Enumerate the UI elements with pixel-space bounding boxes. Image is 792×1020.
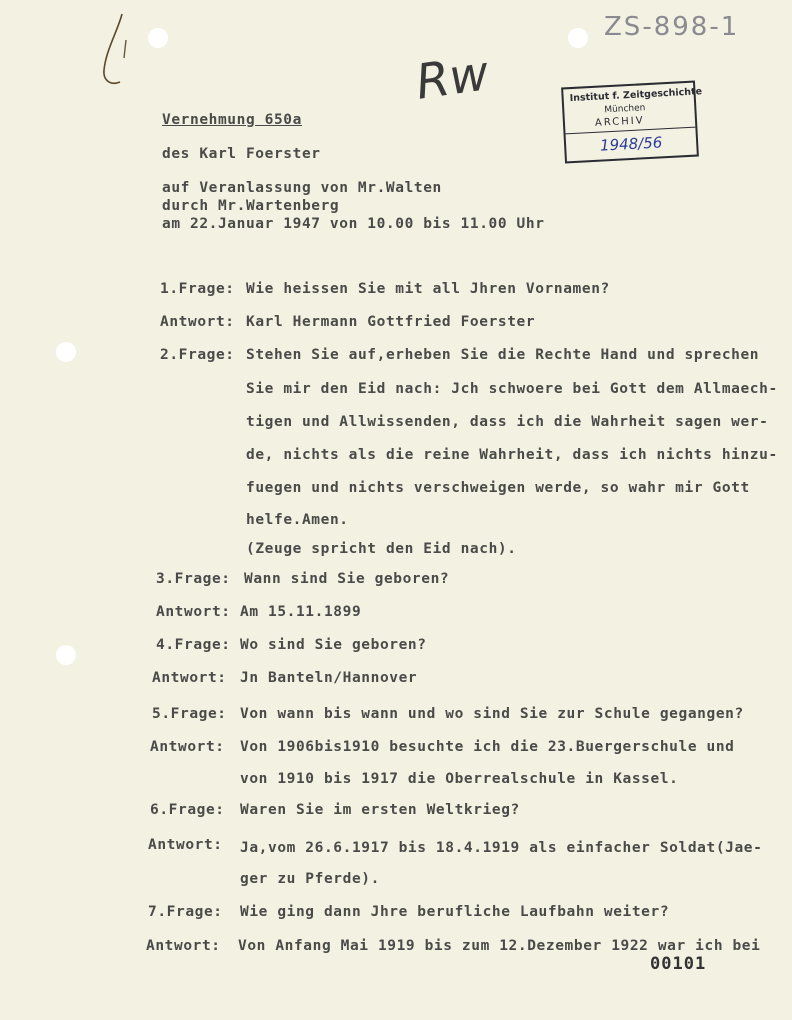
question-text: fuegen und nichts verschweigen werde, so wahr mir Gott <box>246 480 750 496</box>
question-label: 6.Frage: <box>150 802 225 818</box>
question-text: tigen und Allwissenden, dass ich die Wahrheit sagen wer- <box>246 414 769 430</box>
question-text: Von wann bis wann und wo sind Sie zur Schule gegangen? <box>240 706 744 722</box>
stamp-city: München <box>604 103 646 116</box>
answer-text: von 1910 bis 1917 die Oberrealschule in Kassel. <box>240 771 679 787</box>
reference-number: ZS-898-1 <box>604 12 740 42</box>
answer-text: Von Anfang Mai 1919 bis zum 12.Dezember 1922 war ich bei <box>238 938 761 954</box>
page-number: 00101 <box>650 954 707 974</box>
answer-text: Von 1906bis1910 besuchte ich die 23.Buergerschule und <box>240 739 735 755</box>
question-label: 4.Frage: <box>156 637 231 653</box>
answer-text: Ja,vom 26.6.1917 bis 18.4.1919 als einfacher Soldat(Jae- <box>240 840 763 856</box>
stamp-institute: Institut f. Zeitgeschichte <box>569 86 703 105</box>
answer-label: Antwort: <box>156 604 231 620</box>
question-label: 5.Frage: <box>152 706 227 722</box>
question-label: 1.Frage: <box>160 281 235 297</box>
question-text: Wie ging dann Jhre berufliche Laufbahn weiter? <box>240 904 670 920</box>
answer-label: Antwort: <box>152 670 227 686</box>
punch-hole-top-left <box>148 28 168 48</box>
document-subject: des Karl Foerster <box>162 146 321 162</box>
question-text: Wann sind Sie geboren? <box>244 571 450 587</box>
answer-label: Antwort: <box>148 837 223 853</box>
answer-text: Am 15.11.1899 <box>240 604 362 620</box>
question-label: 2.Frage: <box>160 347 235 363</box>
answer-label: Antwort: <box>146 938 221 954</box>
answer-text: Jn Banteln/Hannover <box>240 670 418 686</box>
punch-hole-left-1 <box>56 342 76 362</box>
archive-stamp <box>561 81 703 164</box>
answer-label: Antwort: <box>150 739 225 755</box>
question-label: 7.Frage: <box>148 904 223 920</box>
pen-mark <box>96 10 136 90</box>
info-line: auf Veranlassung von Mr.Walten <box>162 180 442 196</box>
punch-hole-left-2 <box>56 645 76 665</box>
question-text: de, nichts als die reine Wahrheit, dass ich nichts hinzu- <box>246 447 778 463</box>
question-text: helfe.Amen. <box>246 512 349 528</box>
question-text: Wo sind Sie geboren? <box>240 637 427 653</box>
question-text: Waren Sie im ersten Weltkrieg? <box>240 802 520 818</box>
answer-text: ger zu Pferde). <box>240 871 380 887</box>
stamp-number: 1948/56 <box>566 127 697 157</box>
punch-hole-top-right <box>568 28 588 48</box>
question-text: Stehen Sie auf,erheben Sie die Rechte Hand und sprechen <box>246 347 760 363</box>
question-label: 3.Frage: <box>156 571 231 587</box>
document-title: Vernehmung 650a <box>162 112 302 128</box>
question-text: Sie mir den Eid nach: Jch schwoere bei Gott dem Allmaech- <box>246 381 778 397</box>
info-line: am 22.Januar 1947 von 10.00 bis 11.00 Uhr <box>162 216 545 232</box>
answer-text: Karl Hermann Gottfried Foerster <box>246 314 536 330</box>
answer-label: Antwort: <box>160 314 235 330</box>
info-line: durch Mr.Wartenberg <box>162 198 340 214</box>
stamp-archive: ARCHIV <box>594 115 645 129</box>
handwritten-initials: Rw <box>412 45 493 111</box>
question-text: Wie heissen Sie mit all Jhren Vornamen? <box>246 281 610 297</box>
question-text: (Zeuge spricht den Eid nach). <box>246 541 517 557</box>
